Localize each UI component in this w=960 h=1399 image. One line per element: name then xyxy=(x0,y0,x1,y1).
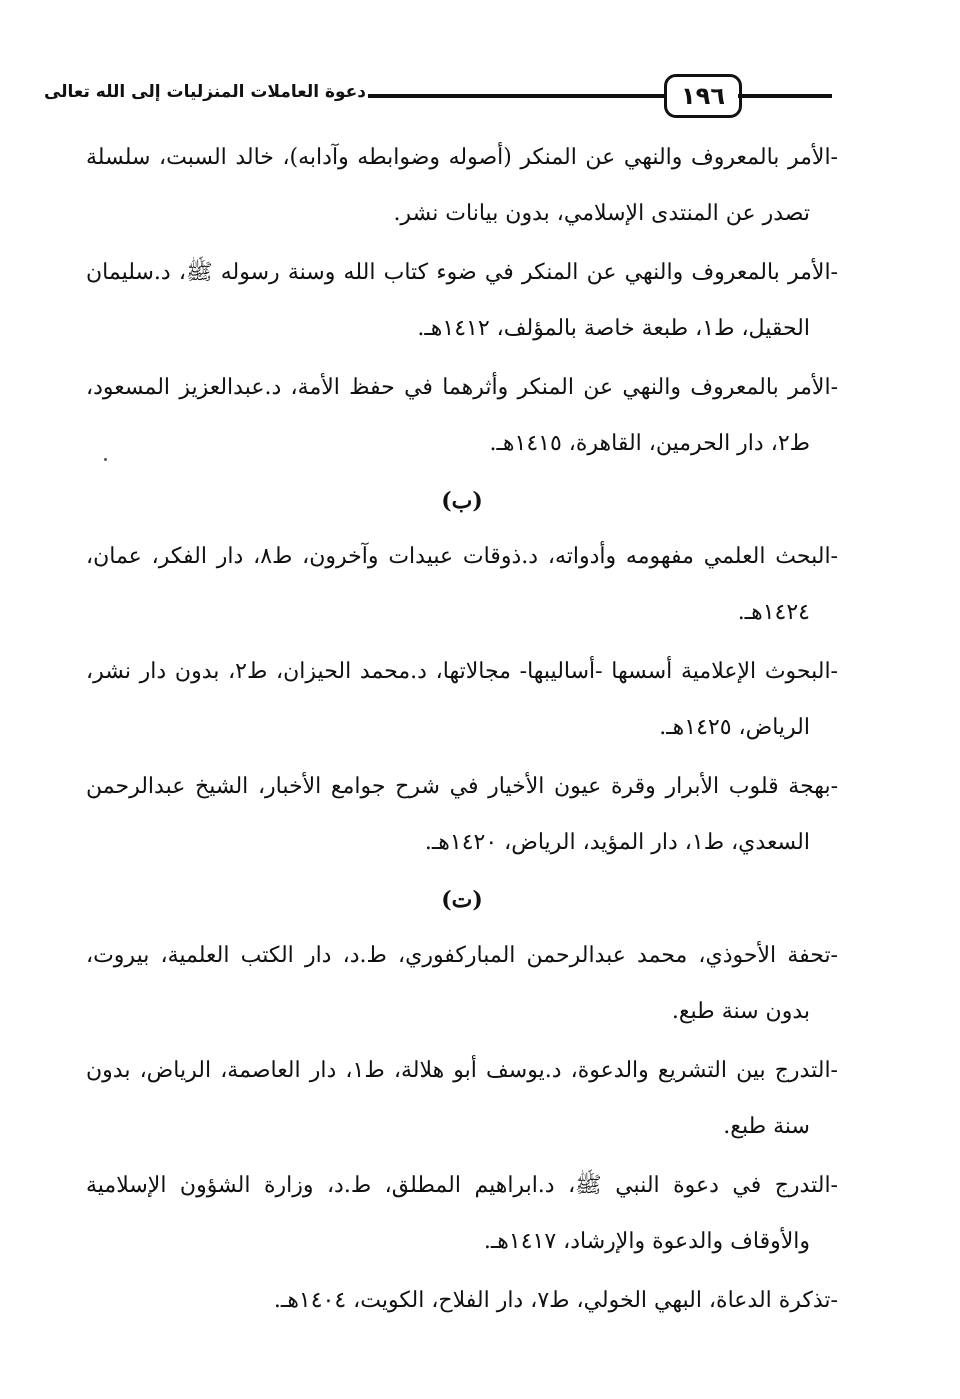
bibliography-entry: -بهجة قلوب الأبرار وقرة عيون الأخيار في شرح جوامع الأخبار، الشيخ عبدالرحمن السعدي، ط١، دار المؤيد، الرياض، ١٤٢٠هـ. xyxy=(86,774,838,855)
running-header xyxy=(43,74,832,124)
bibliography-entry: -الأمر بالمعروف والنهي عن المنكر (أصوله وضوابطه وآدابه)، خالد السبت، سلسلة تصدر عن المنتدى الإسلامي، بدون بيانات نشر. xyxy=(86,145,838,226)
page-number: ١٩٦ xyxy=(664,74,742,118)
section-heading-b: (ب) xyxy=(441,488,483,514)
bibliography-entry: -التدرج في دعوة النبي ﷺ، د.ابراهيم المطلق، ط.د، وزارة الشؤون الإسلامية والأوقاف والدعوة والإرشاد، ١٤١٧هـ. xyxy=(86,1173,838,1254)
bibliography-entry: -الأمر بالمعروف والنهي عن المنكر في ضوء كتاب الله وسنة رسوله ﷺ، د.سليمان الحقيل، ط١، طبعة خاصة بالمؤلف، ١٤١٢هـ. xyxy=(86,260,838,341)
bibliography-entry: -البحث العلمي مفهومه وأدواته، د.ذوقات عبيدات وآخرون، ط٨، دار الفكر، عمان، ١٤٢٤هـ. xyxy=(86,544,838,625)
bibliography-entry: -الأمر بالمعروف والنهي عن المنكر وأثرهما في حفظ الأمة، د.عبدالعزيز المسعود، ط٢، دار الحرمين، القاهرة، ١٤١٥هـ. xyxy=(86,375,838,456)
header-rule-left xyxy=(368,94,670,98)
bibliography-entry: -التدرج بين التشريع والدعوة، د.يوسف أبو هلالة، ط١، دار العاصمة، الرياض، بدون سنة طبع. xyxy=(86,1058,838,1139)
section-heading-t: (ت) xyxy=(441,887,483,913)
bibliography-entry: -البحوث الإعلامية أسسها -أساليبها- مجالاتها، د.محمد الحيزان، ط٢، بدون دار نشر، الرياض، ١٤٢٥هـ. xyxy=(86,659,838,740)
bibliography-entry: -تحفة الأحوذي، محمد عبدالرحمن المباركفوري، ط.د، دار الكتب العلمية، بيروت، بدون سنة طبع. xyxy=(86,943,838,1024)
bibliography-entry: -تذكرة الدعاة، البهي الخولي، ط٧، دار الفلاح، الكويت، ١٤٠٤هـ. xyxy=(273,1288,838,1313)
book-title: دعوة العاملات المنزليات إلى الله تعالى xyxy=(43,82,366,102)
bibliography-list xyxy=(86,130,838,1332)
header-rule-right xyxy=(738,94,832,98)
